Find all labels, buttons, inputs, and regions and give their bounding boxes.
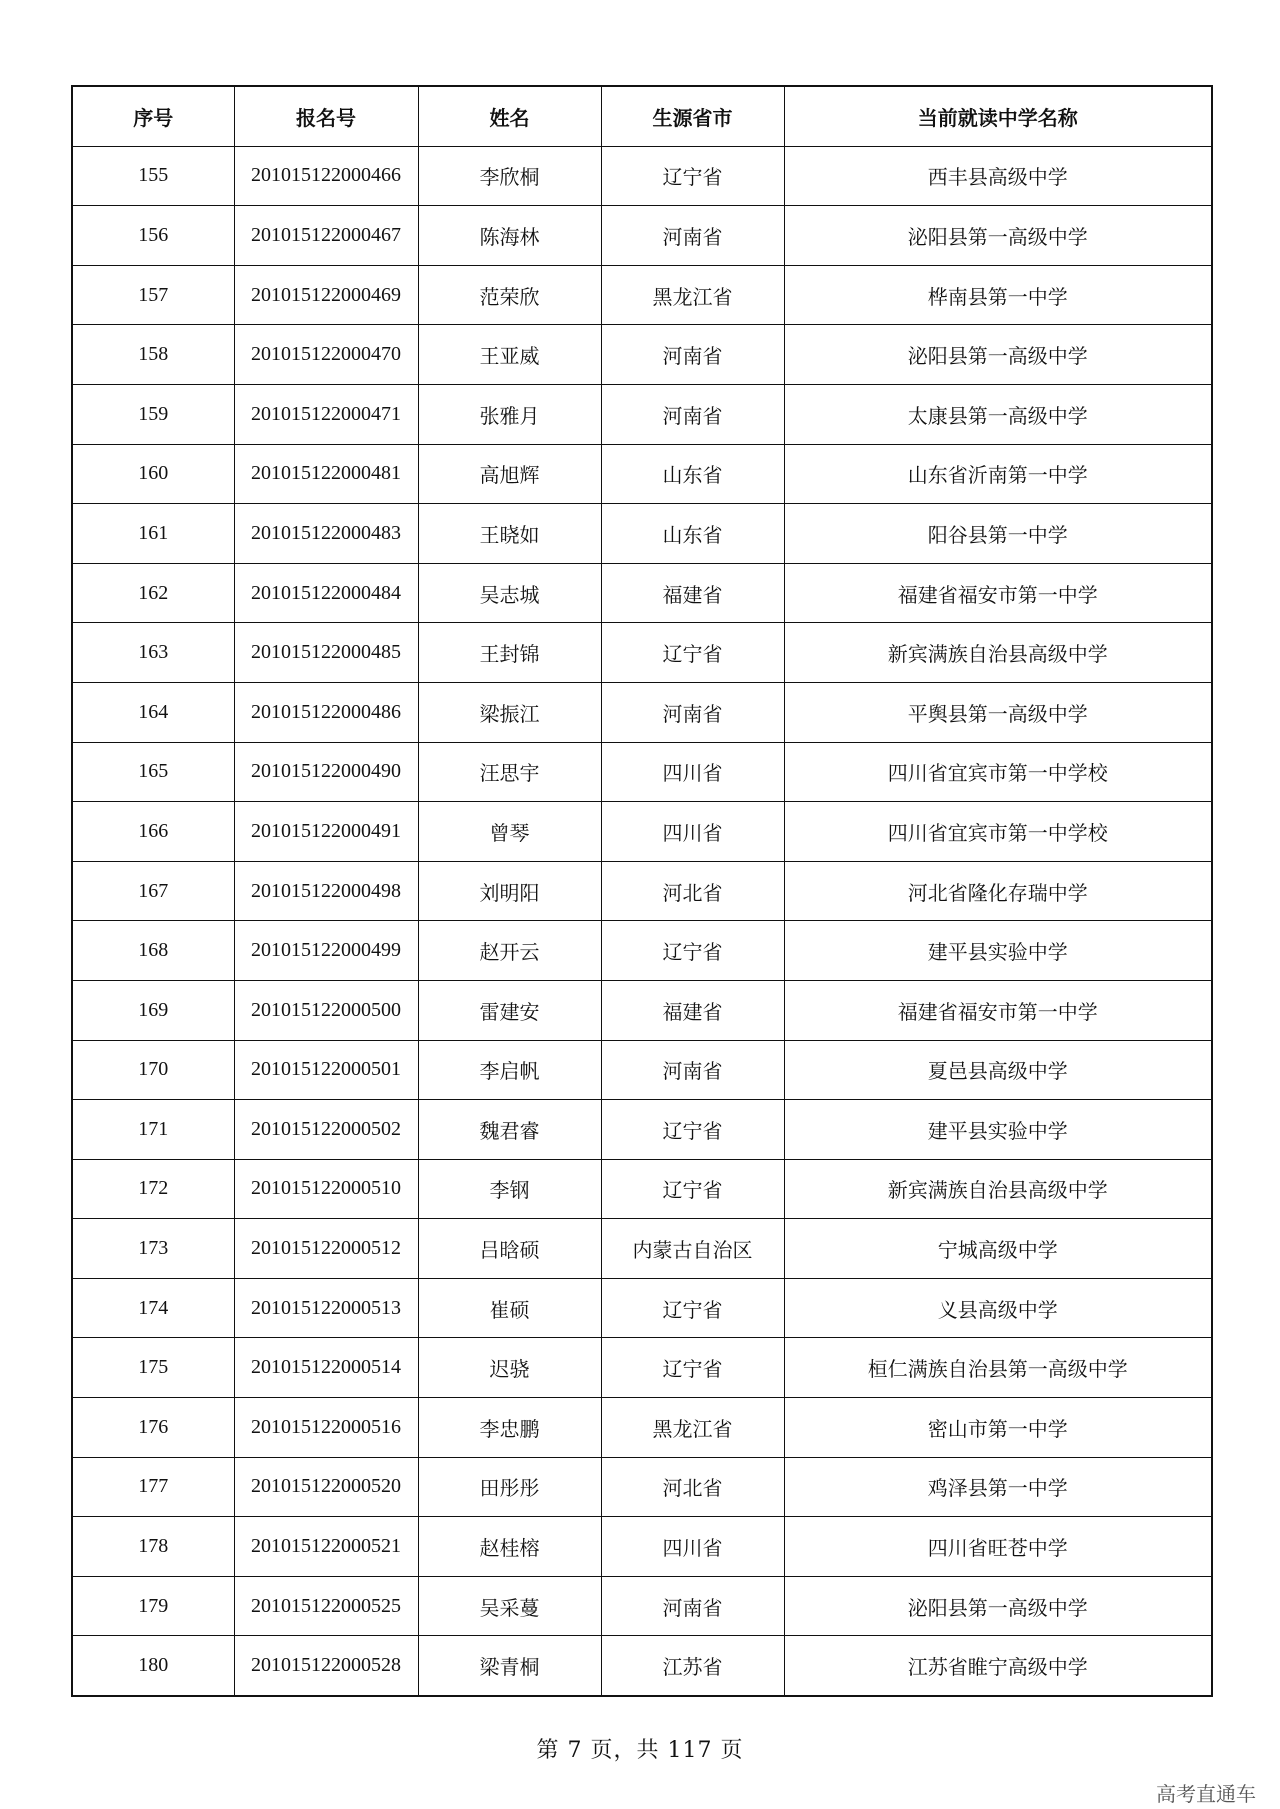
cell-name: 范荣欣 [418, 265, 601, 325]
cell-registration-number: 201015122000466 [234, 146, 418, 206]
cell-school: 四川省宜宾市第一中学校 [784, 742, 1212, 802]
cell-province: 河南省 [601, 325, 784, 385]
cell-province: 辽宁省 [601, 1338, 784, 1398]
cell-registration-number: 201015122000498 [234, 861, 418, 921]
cell-name: 梁振江 [418, 682, 601, 742]
cell-school: 太康县第一高级中学 [784, 384, 1212, 444]
cell-registration-number: 201015122000525 [234, 1576, 418, 1636]
cell-school: 阳谷县第一中学 [784, 504, 1212, 564]
cell-school: 江苏省睢宁高级中学 [784, 1636, 1212, 1696]
cell-school: 福建省福安市第一中学 [784, 980, 1212, 1040]
cell-school: 宁城高级中学 [784, 1219, 1212, 1279]
cell-name: 吴采蔓 [418, 1576, 601, 1636]
cell-seq: 163 [72, 623, 234, 683]
cell-registration-number: 201015122000513 [234, 1278, 418, 1338]
cell-province: 河北省 [601, 861, 784, 921]
table-row [72, 1457, 1212, 1517]
table-row [72, 1100, 1212, 1160]
cell-school: 建平县实验中学 [784, 921, 1212, 981]
cell-school: 桓仁满族自治县第一高级中学 [784, 1338, 1212, 1398]
cell-seq: 170 [72, 1040, 234, 1100]
cell-seq: 155 [72, 146, 234, 206]
table-row [72, 1278, 1212, 1338]
cell-school: 河北省隆化存瑞中学 [784, 861, 1212, 921]
cell-registration-number: 201015122000500 [234, 980, 418, 1040]
cell-school: 泌阳县第一高级中学 [784, 1576, 1212, 1636]
cell-province: 河南省 [601, 206, 784, 266]
cell-school: 新宾满族自治县高级中学 [784, 1159, 1212, 1219]
cell-school: 桦南县第一中学 [784, 265, 1212, 325]
cell-seq: 160 [72, 444, 234, 504]
cell-name: 高旭辉 [418, 444, 601, 504]
cell-name: 田彤彤 [418, 1457, 601, 1517]
table-row [72, 146, 1212, 206]
table-row [72, 1576, 1212, 1636]
cell-province: 河南省 [601, 1576, 784, 1636]
cell-province: 四川省 [601, 1517, 784, 1577]
cell-name: 王亚威 [418, 325, 601, 385]
cell-province: 福建省 [601, 563, 784, 623]
cell-name: 李欣桐 [418, 146, 601, 206]
cell-name: 雷建安 [418, 980, 601, 1040]
cell-seq: 176 [72, 1398, 234, 1458]
cell-province: 河南省 [601, 682, 784, 742]
cell-school: 义县高级中学 [784, 1278, 1212, 1338]
cell-province: 辽宁省 [601, 921, 784, 981]
cell-seq: 159 [72, 384, 234, 444]
page-number-footer: 第 7 页，共 117 页 [536, 1738, 744, 1763]
cell-registration-number: 201015122000499 [234, 921, 418, 981]
cell-province: 辽宁省 [601, 1100, 784, 1160]
header-seq: 序号 [72, 86, 234, 146]
cell-registration-number: 201015122000516 [234, 1398, 418, 1458]
cell-seq: 172 [72, 1159, 234, 1219]
cell-province: 四川省 [601, 802, 784, 862]
header-school: 当前就读中学名称 [784, 86, 1212, 146]
table-row [72, 1338, 1212, 1398]
cell-province: 辽宁省 [601, 146, 784, 206]
cell-seq: 175 [72, 1338, 234, 1398]
cell-name: 李启帆 [418, 1040, 601, 1100]
cell-seq: 162 [72, 563, 234, 623]
cell-registration-number: 201015122000470 [234, 325, 418, 385]
cell-registration-number: 201015122000471 [234, 384, 418, 444]
cell-registration-number: 201015122000528 [234, 1636, 418, 1696]
cell-seq: 173 [72, 1219, 234, 1279]
table-row [72, 1040, 1212, 1100]
cell-seq: 174 [72, 1278, 234, 1338]
table-body [72, 146, 1212, 1696]
cell-province: 河南省 [601, 1040, 784, 1100]
table-row [72, 1159, 1212, 1219]
cell-registration-number: 201015122000467 [234, 206, 418, 266]
cell-school: 四川省旺苍中学 [784, 1517, 1212, 1577]
cell-registration-number: 201015122000484 [234, 563, 418, 623]
cell-seq: 158 [72, 325, 234, 385]
cell-school: 新宾满族自治县高级中学 [784, 623, 1212, 683]
cell-school: 夏邑县高级中学 [784, 1040, 1212, 1100]
table-row [72, 623, 1212, 683]
cell-seq: 178 [72, 1517, 234, 1577]
table-row [72, 1636, 1212, 1696]
cell-school: 泌阳县第一高级中学 [784, 206, 1212, 266]
cell-registration-number: 201015122000520 [234, 1457, 418, 1517]
cell-province: 山东省 [601, 444, 784, 504]
cell-name: 陈海林 [418, 206, 601, 266]
cell-registration-number: 201015122000483 [234, 504, 418, 564]
cell-registration-number: 201015122000510 [234, 1159, 418, 1219]
cell-name: 迟骁 [418, 1338, 601, 1398]
cell-school: 西丰县高级中学 [784, 146, 1212, 206]
cell-registration-number: 201015122000502 [234, 1100, 418, 1160]
cell-province: 河北省 [601, 1457, 784, 1517]
cell-registration-number: 201015122000490 [234, 742, 418, 802]
cell-registration-number: 201015122000469 [234, 265, 418, 325]
cell-registration-number: 201015122000491 [234, 802, 418, 862]
cell-seq: 165 [72, 742, 234, 802]
cell-seq: 180 [72, 1636, 234, 1696]
cell-province: 辽宁省 [601, 1278, 784, 1338]
cell-school: 平舆县第一高级中学 [784, 682, 1212, 742]
cell-name: 赵桂榕 [418, 1517, 601, 1577]
table-row [72, 504, 1212, 564]
cell-name: 王封锦 [418, 623, 601, 683]
cell-province: 黑龙江省 [601, 1398, 784, 1458]
cell-name: 梁青桐 [418, 1636, 601, 1696]
header-registration-number: 报名号 [234, 86, 418, 146]
cell-seq: 168 [72, 921, 234, 981]
table-header-row [72, 86, 1212, 146]
cell-name: 曾琴 [418, 802, 601, 862]
cell-school: 泌阳县第一高级中学 [784, 325, 1212, 385]
table-row [72, 206, 1212, 266]
cell-province: 福建省 [601, 980, 784, 1040]
header-name: 姓名 [418, 86, 601, 146]
cell-name: 李忠鹏 [418, 1398, 601, 1458]
cell-province: 内蒙古自治区 [601, 1219, 784, 1279]
cell-province: 四川省 [601, 742, 784, 802]
cell-name: 李钢 [418, 1159, 601, 1219]
table-row [72, 384, 1212, 444]
cell-province: 黑龙江省 [601, 265, 784, 325]
cell-seq: 164 [72, 682, 234, 742]
table-row [72, 325, 1212, 385]
cell-registration-number: 201015122000486 [234, 682, 418, 742]
cell-registration-number: 201015122000521 [234, 1517, 418, 1577]
cell-registration-number: 201015122000514 [234, 1338, 418, 1398]
table-row [72, 682, 1212, 742]
table-row [72, 980, 1212, 1040]
student-roster-table [71, 85, 1213, 1697]
cell-school: 鸡泽县第一中学 [784, 1457, 1212, 1517]
cell-seq: 177 [72, 1457, 234, 1517]
table-row [72, 1398, 1212, 1458]
cell-name: 张雅月 [418, 384, 601, 444]
cell-school: 建平县实验中学 [784, 1100, 1212, 1160]
cell-name: 崔硕 [418, 1278, 601, 1338]
cell-seq: 166 [72, 802, 234, 862]
cell-school: 密山市第一中学 [784, 1398, 1212, 1458]
cell-seq: 179 [72, 1576, 234, 1636]
table-row [72, 802, 1212, 862]
watermark-text: 高考直通车 [1156, 1782, 1256, 1806]
cell-name: 吕晗硕 [418, 1219, 601, 1279]
cell-seq: 169 [72, 980, 234, 1040]
table-row [72, 1219, 1212, 1279]
table-row [72, 563, 1212, 623]
header-province: 生源省市 [601, 86, 784, 146]
table-row [72, 861, 1212, 921]
cell-name: 吴志城 [418, 563, 601, 623]
cell-name: 魏君睿 [418, 1100, 601, 1160]
cell-name: 王晓如 [418, 504, 601, 564]
cell-seq: 156 [72, 206, 234, 266]
cell-province: 辽宁省 [601, 623, 784, 683]
table-row [72, 742, 1212, 802]
cell-registration-number: 201015122000501 [234, 1040, 418, 1100]
cell-registration-number: 201015122000481 [234, 444, 418, 504]
cell-name: 刘明阳 [418, 861, 601, 921]
table-row [72, 1517, 1212, 1577]
cell-registration-number: 201015122000512 [234, 1219, 418, 1279]
cell-seq: 171 [72, 1100, 234, 1160]
cell-school: 四川省宜宾市第一中学校 [784, 802, 1212, 862]
cell-seq: 167 [72, 861, 234, 921]
cell-province: 山东省 [601, 504, 784, 564]
cell-province: 江苏省 [601, 1636, 784, 1696]
cell-province: 辽宁省 [601, 1159, 784, 1219]
table-row [72, 921, 1212, 981]
cell-name: 汪思宇 [418, 742, 601, 802]
table-row [72, 265, 1212, 325]
cell-registration-number: 201015122000485 [234, 623, 418, 683]
cell-school: 福建省福安市第一中学 [784, 563, 1212, 623]
cell-school: 山东省沂南第一中学 [784, 444, 1212, 504]
cell-name: 赵开云 [418, 921, 601, 981]
cell-seq: 157 [72, 265, 234, 325]
table-row [72, 444, 1212, 504]
cell-province: 河南省 [601, 384, 784, 444]
cell-seq: 161 [72, 504, 234, 564]
